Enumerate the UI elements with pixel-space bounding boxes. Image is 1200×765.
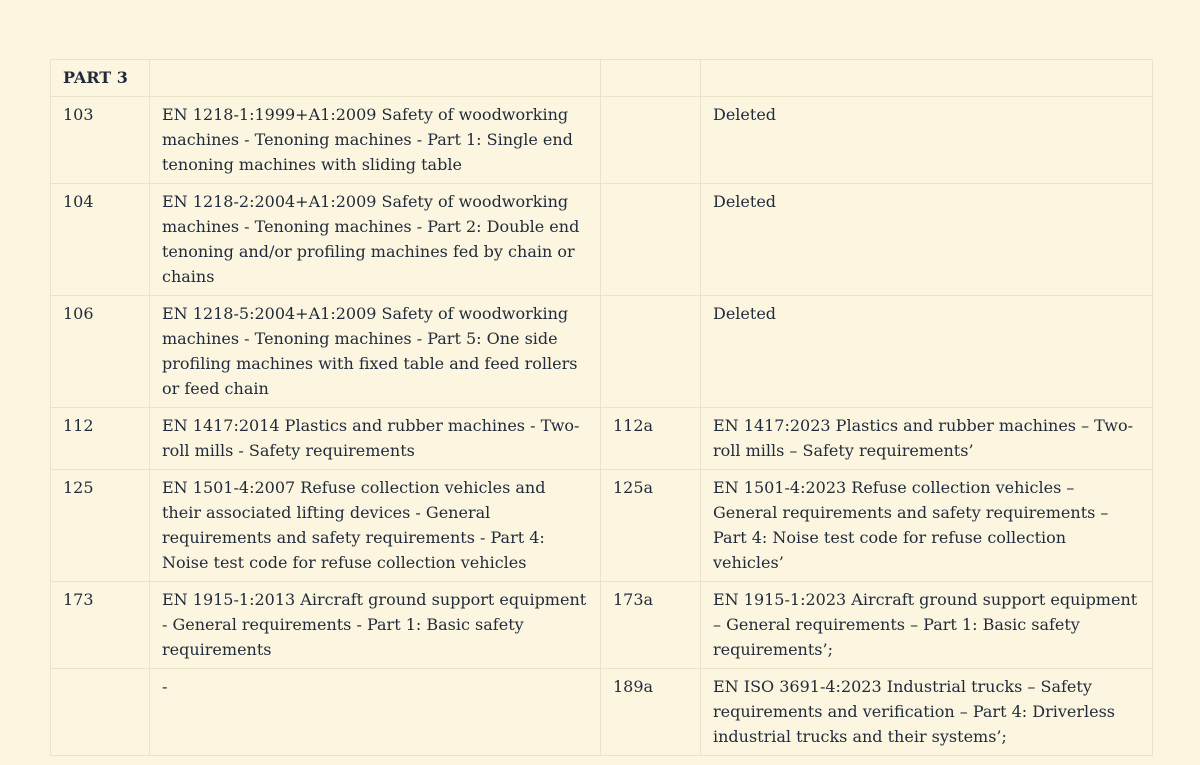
part-heading: PART 3	[51, 60, 150, 97]
table-row	[51, 97, 1153, 184]
table-row	[51, 669, 1153, 756]
table-cell-empty	[701, 60, 1153, 97]
table-row	[51, 470, 1153, 582]
table-cell-empty	[601, 60, 701, 97]
entry-number: 125	[51, 470, 150, 582]
standard-reference: EN 1218-2:2004+A1:2009 Safety of woodworking machines - Tenoning machines - Part 2: Double end tenoning and/or profiling machines fed by chain or chains	[150, 184, 601, 296]
entry-number: 104	[51, 184, 150, 296]
new-standard-reference: EN 1915-1:2023 Aircraft ground support equipment – General requirements – Part 1: Basic safety requirements’;	[701, 582, 1153, 669]
table-cell-empty	[150, 60, 601, 97]
entry-number: 103	[51, 97, 150, 184]
new-entry-number: 112a	[601, 408, 701, 470]
standard-reference: EN 1218-5:2004+A1:2009 Safety of woodworking machines - Tenoning machines - Part 5: One side profiling machines with fixed table and feed rollers or feed chain	[150, 296, 601, 408]
standard-reference: EN 1501-4:2007 Refuse collection vehicles and their associated lifting devices - General requirements and safety requirements - Part 4: Noise test code for refuse collection vehicles	[150, 470, 601, 582]
new-entry-number	[601, 97, 701, 184]
standards-table	[50, 59, 1153, 756]
new-entry-number	[601, 296, 701, 408]
new-standard-reference: Deleted	[701, 184, 1153, 296]
standard-reference: EN 1915-1:2013 Aircraft ground support equipment - General requirements - Part 1: Basic safety requirements	[150, 582, 601, 669]
entry-number: 112	[51, 408, 150, 470]
table-header-row	[51, 60, 1153, 97]
table-row	[51, 184, 1153, 296]
standard-reference: EN 1417:2014 Plastics and rubber machines - Two-roll mills - Safety requirements	[150, 408, 601, 470]
entry-number: 173	[51, 582, 150, 669]
new-standard-reference: EN 1417:2023 Plastics and rubber machines – Two-roll mills – Safety requirements’	[701, 408, 1153, 470]
entry-number	[51, 669, 150, 756]
new-standard-reference: Deleted	[701, 296, 1153, 408]
new-entry-number: 173a	[601, 582, 701, 669]
new-standard-reference: Deleted	[701, 97, 1153, 184]
new-standard-reference: EN 1501-4:2023 Refuse collection vehicles – General requirements and safety requirements – Part 4: Noise test code for refuse collection vehicles’	[701, 470, 1153, 582]
standard-reference: -	[150, 669, 601, 756]
standard-reference: EN 1218-1:1999+A1:2009 Safety of woodworking machines - Tenoning machines - Part 1: Single end tenoning machines with sliding table	[150, 97, 601, 184]
new-entry-number: 125a	[601, 470, 701, 582]
new-standard-reference: EN ISO 3691-4:2023 Industrial trucks – Safety requirements and verification – Part 4: Driverless industrial trucks and their systems’;	[701, 669, 1153, 756]
new-entry-number	[601, 184, 701, 296]
table-row	[51, 296, 1153, 408]
new-entry-number: 189a	[601, 669, 701, 756]
entry-number: 106	[51, 296, 150, 408]
table-row	[51, 408, 1153, 470]
table-row	[51, 582, 1153, 669]
